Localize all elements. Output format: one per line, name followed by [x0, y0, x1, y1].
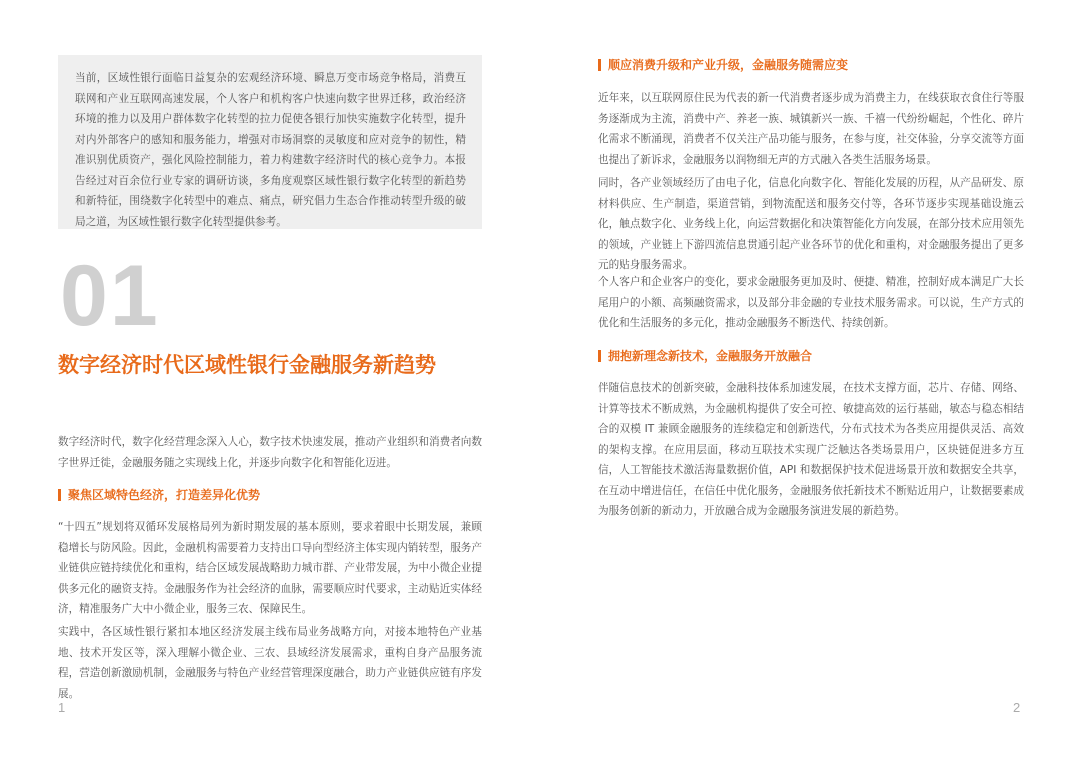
section2-paragraph-3: 个人客户和企业客户的变化，要求金融服务更加及时、便捷、精准，控制好成本满足广大长尾用户的小额、高频融资需求，以及部分非金融的专业技术服务需求。可以说，生产方式的优化和生活服务的多元化，推动金融服务不断迭代、持续创新。	[598, 276, 1024, 329]
section-heading-text: 聚焦区域特色经济，打造差异化优势	[68, 488, 261, 502]
section1-paragraph-2: 实践中，各区域性银行紧扣本地区经济发展主线布局业务战略方向，对接本地特色产业基地、技术开发区等，深入理解小微企业、三农、县域经济发展需求，重构自身产品服务流程，营造创新激励机制，金融服务与特色产业经营管理深度融合，助力产业链供应链有序发展。	[58, 626, 482, 700]
section2-paragraph-1: 近年来，以互联网原住民为代表的新一代消费者逐步成为消费主力，在线获取衣食住行等服务逐渐成为主流，消费中产、养老一族、城镇新兴一族、千禧一代纷纷崛起，个性化、碎片化需求不断涌现，消费者不仅关注产品功能与服务，在参与度，社交体验，分享交流等方面也提出了新诉求，金融服务以润物细无声的方式融入各类生活服务场景。	[598, 92, 1024, 166]
section3-paragraph-1: 伴随信息技术的创新突破，金融科技体系加速发展，在技术支撑方面，芯片、存储、网络、计算等技术不断成熟，为金融机构提供了安全可控、敏捷高效的运行基础，敏态与稳态相结合的双模 IT 兼顾金融服务的连续稳定和创新迭代，分布式技术为各类应用提供灵活、高效的架构支撑。在应用层面，移动互联技术实现广泛触达各类场景用户，区块链促进多方互信，人工智能技术激活海量数据价值，API 和数据保护技术促进场景开放和数据安全共享，在互动中增进信任，在信任中优化服务，金融服务依托新技术不断贴近用户，让数据要素成为服务创新的新动力，开放融合成为金融服务演进发展的新趋势。	[598, 382, 1024, 517]
section-heading-text: 拥抱新理念新技术，金融服务开放融合	[608, 349, 813, 363]
section-heading-new-technology	[598, 347, 812, 365]
page-number-left: 1	[58, 700, 66, 715]
section2-paragraph-2: 同时，各产业领域经历了由电子化，信息化向数字化、智能化发展的历程，从产品研发、原材料供应、生产制造，渠道营销，到物流配送和服务交付等，各环节逐步实现基础设施云化，触点数字化、业务线上化，向运营数据化和决策智能化方向发展，在部分技术应用领先的领域，产业链上下游四流信息贯通引起产业各环节的优化和重构，对金融服务提出了更多元的贴身服务需求。	[598, 177, 1024, 271]
section1-paragraph-1: “十四五”规划将双循环发展格局列为新时期发展的基本原则，要求着眼中长期发展，兼顾稳增长与防风险。因此，金融机构需要着力支持出口导向型经济主体实现内销转型，服务产业链供应链持续优化和重构，结合区域发展战略助力城市群、产业带发展，为中小微企业提供多元化的融资支持。金融服务作为社会经济的血脉，需要顺应时代要求，主动贴近实体经济，精准服务广大中小微企业，服务三农、保障民生。	[58, 521, 482, 615]
intro-paragraph: 数字经济时代，数字化经营理念深入人心，数字技术快速发展，推动产业组织和消费者向数字世界迁徙，金融服务随之实现线上化，并逐步向数字化和智能化迈进。	[58, 436, 482, 469]
page-number-right: 2	[1013, 700, 1021, 715]
section-heading-consumption-upgrade	[598, 56, 848, 74]
heading-accent-bar	[598, 59, 601, 71]
chapter-title: 数字经济时代区域性银行金融服务新趋势	[58, 353, 436, 377]
chapter-number: 01	[60, 248, 160, 344]
summary-box: 当前，区域性银行面临日益复杂的宏观经济环境、瞬息万变市场竞争格局，消费互联网和产业互联网高速发展，个人客户和机构客户快速向数字世界迁移，政治经济环境的推力以及用户群体数字化转型的拉力促使各银行加快实施数字化转型，提升对内外部客户的感知和服务能力，增强对市场洞察的灵敏度和应对竞争的韧性，精准识别优质资产，强化风险控制能力，着力构建数字经济时代的核心竞争力。本报告经过对百余位行业专家的调研访谈，多角度观察区域性银行数字化转型的新趋势和新特征，围绕数字化转型中的难点、痛点，研究倡力生态合作推动转型升级的破局之道，为区域性银行数字化转型提供参考。	[58, 55, 482, 229]
heading-accent-bar	[58, 489, 61, 501]
section-heading-regional-economy	[58, 486, 260, 504]
heading-accent-bar	[598, 350, 601, 362]
right-page	[540, 0, 1080, 759]
section-heading-text: 顺应消费升级和产业升级，金融服务随需应变	[608, 58, 849, 72]
